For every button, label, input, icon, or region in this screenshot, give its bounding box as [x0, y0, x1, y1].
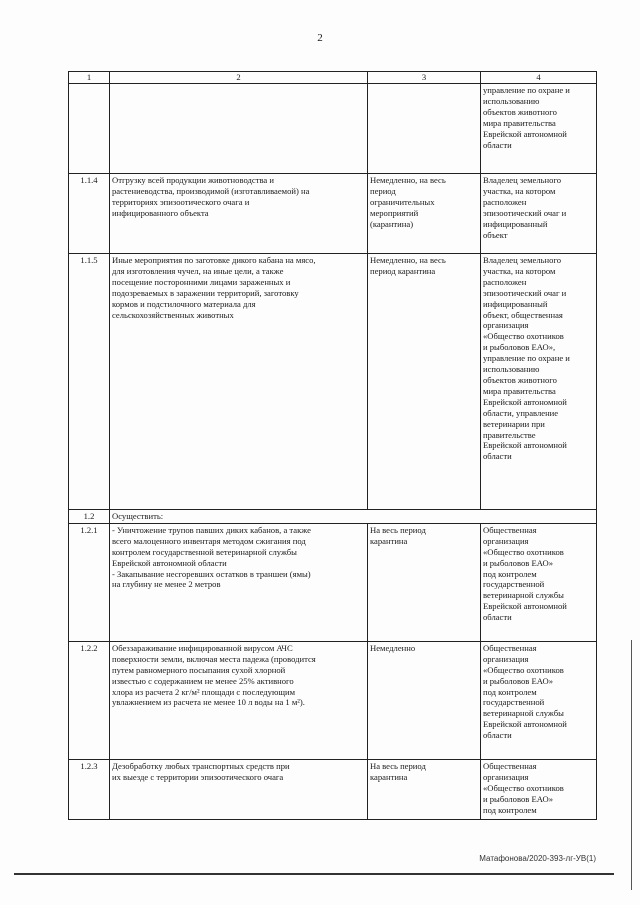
- cell-line: посещение посторонними лицами зараженных и: [112, 276, 291, 287]
- row-number: 1.1.4: [69, 174, 110, 254]
- cell-line: «Общество охотников: [483, 782, 564, 793]
- cell-line: расположен: [483, 196, 527, 207]
- cell-line: на глубину не менее 2 метров: [112, 579, 221, 590]
- table-row: [69, 523, 597, 641]
- cell-line: Иные мероприятия по заготовке дикого кабана на мясо,: [112, 255, 316, 265]
- cell-line: управление по охране и: [483, 353, 570, 364]
- cell-line: инфицированный: [483, 298, 548, 309]
- measure-cell: [110, 641, 368, 759]
- cell-line: поверхности земли, включая места падежа (проводится: [112, 653, 316, 664]
- cell-line: объект, общественная: [483, 309, 563, 320]
- cell-line: под контролем: [483, 686, 537, 697]
- row-number: 1.2.3: [69, 759, 110, 819]
- cell-line: области, управление: [483, 407, 559, 418]
- cell-line: организация: [483, 320, 529, 331]
- term-cell: [368, 759, 481, 819]
- cell-line: контролем государственной ветеринарной службы: [112, 546, 297, 557]
- cell-line: всего малоценного инвентаря методом сжигания под: [112, 535, 306, 546]
- cell-line: период: [370, 185, 396, 196]
- cell-line: расположен: [483, 276, 527, 287]
- responsible-cell: [481, 759, 597, 819]
- responsible-cell: [481, 523, 597, 641]
- cell-line: На весь период: [370, 524, 426, 535]
- cell-line: области: [483, 451, 512, 462]
- cell-line: растениеводства, производимой (изготавливаемой) на: [112, 185, 310, 196]
- cell-line: территориях эпизоотического очага и: [112, 196, 250, 207]
- cell-line: для изготовления чучел, на иные цели, а также: [112, 265, 284, 276]
- cell-line: области: [483, 139, 512, 150]
- cell-line: организация: [483, 653, 529, 664]
- cell-line: Еврейской автономной области: [112, 557, 227, 568]
- cell-line: Владелец земельного: [483, 255, 562, 265]
- cell-line: - Закапывание несгоревших остатков в траншеи (ямы): [112, 568, 311, 579]
- cell-line: Еврейской автономной: [483, 396, 567, 407]
- cell-line: и рыболовов ЕАО»,: [483, 342, 556, 353]
- cell-line: путем равномерного посыпания сухой хлорной: [112, 664, 286, 675]
- table-row: [69, 759, 597, 819]
- table-row: [69, 510, 597, 524]
- measures-table: [68, 71, 597, 820]
- header-col-4: 4: [481, 72, 597, 84]
- cell-line: «Общество охотников: [483, 331, 564, 342]
- cell-line: Еврейской автономной: [483, 128, 567, 139]
- cell-line: Дезобработку любых транспортных средств при: [112, 760, 290, 771]
- responsible-cell: [481, 641, 597, 759]
- cell-line: правительстве: [483, 429, 536, 440]
- section-heading: Осуществить:: [110, 510, 597, 524]
- cell-line: Еврейской автономной: [483, 440, 567, 451]
- cell-line: и рыболовов ЕАО»: [483, 557, 553, 568]
- cell-line: эпизоотический очаг и: [483, 207, 567, 218]
- cell-line: Еврейской автономной: [483, 719, 567, 730]
- cell-line: подозреваемых в заражении территорий, заготовку: [112, 287, 299, 298]
- row-number: [69, 84, 110, 174]
- cell-line: Общественная: [483, 642, 537, 653]
- term-cell: [368, 523, 481, 641]
- cell-line: ветеринарной службы: [483, 708, 564, 719]
- cell-line: ветеринарии при: [483, 418, 545, 429]
- cell-line: использованию: [483, 364, 540, 375]
- cell-line: период карантина: [370, 265, 436, 276]
- cell-line: ветеринарной службы: [483, 590, 564, 601]
- cell-line: под контролем: [483, 804, 537, 815]
- term-cell: [368, 641, 481, 759]
- cell-line: мира правительства: [483, 385, 556, 396]
- cell-line: объектов животного: [483, 106, 557, 117]
- table-row: [69, 254, 597, 510]
- cell-line: Немедленно, на весь: [370, 255, 446, 265]
- cell-line: Немедленно, на весь: [370, 175, 446, 185]
- cell-line: государственной: [483, 697, 545, 708]
- cell-line: их выезде с территории эпизоотического очага: [112, 771, 284, 782]
- cell-line: карантина: [370, 535, 408, 546]
- row-number: 1.2.2: [69, 641, 110, 759]
- cell-line: объектов животного: [483, 374, 557, 385]
- cell-line: (карантина): [370, 218, 414, 229]
- cell-line: увлажнением из расчета не менее 10 л воды на 1 м²).: [112, 697, 305, 708]
- term-cell: [368, 84, 481, 174]
- page-number: 2: [317, 32, 323, 44]
- cell-line: организация: [483, 535, 529, 546]
- cell-line: кормов и подстилочного материала для: [112, 298, 256, 309]
- cell-line: Еврейской автономной: [483, 601, 567, 612]
- measure-cell: [110, 84, 368, 174]
- cell-line: управление по охране и: [483, 85, 570, 95]
- header-col-1: 1: [69, 72, 110, 84]
- term-cell: [368, 254, 481, 510]
- cell-line: организация: [483, 771, 529, 782]
- term-cell: [368, 174, 481, 254]
- cell-line: использованию: [483, 95, 540, 106]
- measure-cell: [110, 254, 368, 510]
- table-row: [69, 84, 597, 174]
- cell-line: государственной: [483, 579, 545, 590]
- cell-line: Отгрузку всей продукции животноводства и: [112, 175, 274, 185]
- cell-line: «Общество охотников: [483, 664, 564, 675]
- cell-line: инфицированного объекта: [112, 207, 209, 218]
- cell-line: известью с содержанием не менее 25% активного: [112, 675, 294, 686]
- responsible-cell: [481, 254, 597, 510]
- cell-line: Общественная: [483, 524, 537, 535]
- cell-line: и рыболовов ЕАО»: [483, 793, 553, 804]
- table-header-row: [69, 72, 597, 84]
- cell-line: сельскохозяйственных животных: [112, 309, 234, 320]
- row-number: 1.2.1: [69, 523, 110, 641]
- header-col-3: 3: [368, 72, 481, 84]
- cell-line: мира правительства: [483, 117, 556, 128]
- cell-line: На весь период: [370, 760, 426, 771]
- cell-line: «Общество охотников: [483, 546, 564, 557]
- scan-edge-line: [631, 640, 632, 890]
- cell-line: участка, на котором: [483, 185, 556, 196]
- cell-line: карантина: [370, 771, 408, 782]
- cell-line: Немедленно: [370, 642, 416, 653]
- responsible-cell: [481, 174, 597, 254]
- responsible-cell: [481, 84, 597, 174]
- cell-line: Общественная: [483, 760, 537, 771]
- cell-line: мероприятий: [370, 207, 419, 218]
- cell-line: участка, на котором: [483, 265, 556, 276]
- cell-line: области: [483, 730, 512, 741]
- bottom-rule: [14, 873, 614, 875]
- cell-line: области: [483, 612, 512, 623]
- cell-line: эпизоотический очаг и: [483, 287, 567, 298]
- table-row: [69, 174, 597, 254]
- cell-line: и рыболовов ЕАО»: [483, 675, 553, 686]
- cell-line: объект: [483, 229, 508, 240]
- header-col-2: 2: [110, 72, 368, 84]
- row-number: 1.1.5: [69, 254, 110, 510]
- table-row: [69, 641, 597, 759]
- measure-cell: [110, 759, 368, 819]
- document-reference: Матафонова/2020-393-лг-УВ(1): [479, 854, 596, 863]
- row-number: 1.2: [69, 510, 110, 524]
- cell-line: хлора из расчета 2 кг/м² площади с последующим: [112, 686, 296, 697]
- measure-cell: [110, 523, 368, 641]
- cell-line: Владелец земельного: [483, 175, 562, 185]
- cell-line: Обеззараживание инфицированной вирусом АЧС: [112, 642, 293, 653]
- measure-cell: [110, 174, 368, 254]
- cell-line: под контролем: [483, 568, 537, 579]
- cell-line: ограничительных: [370, 196, 435, 207]
- cell-line: - Уничтожение трупов павших диких кабанов, а также: [112, 524, 311, 535]
- cell-line: инфицированный: [483, 218, 548, 229]
